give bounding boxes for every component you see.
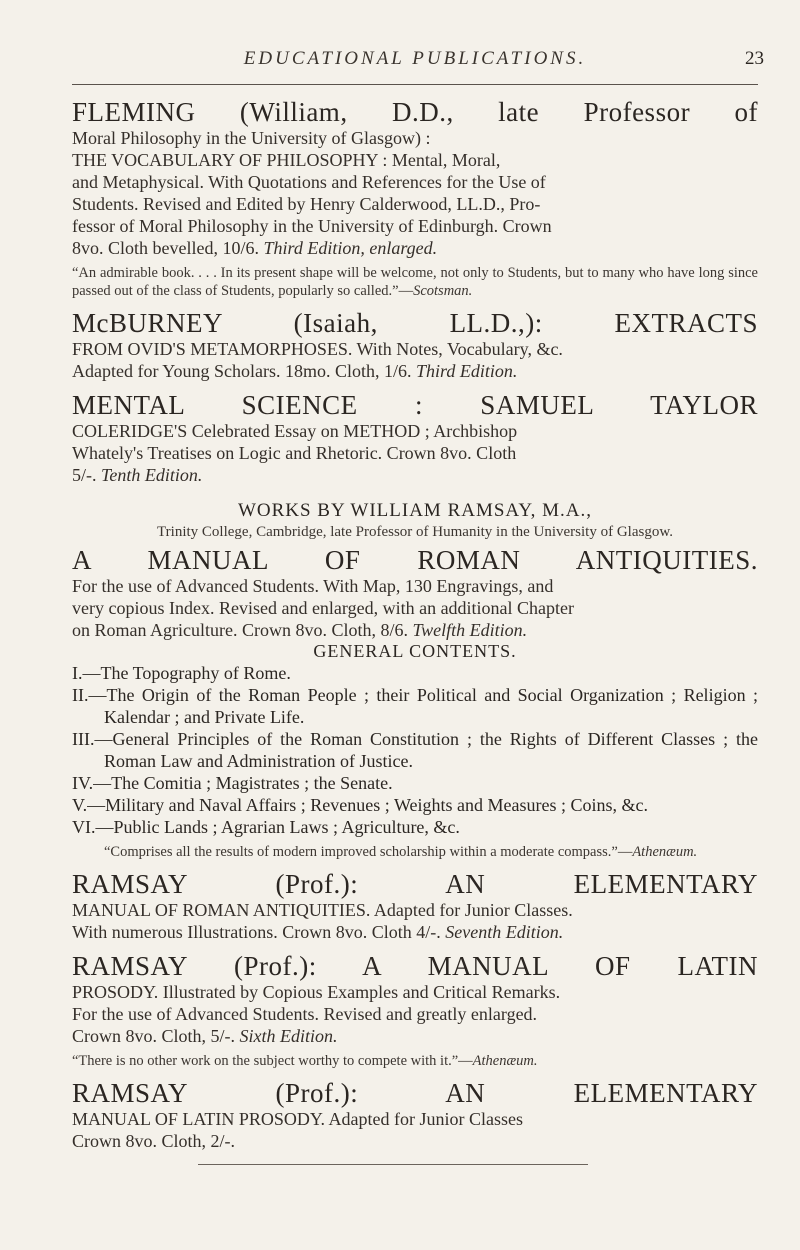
entry-line <box>72 921 758 943</box>
price-text: With numerous Illustrations. Crown 8vo. Cloth 4/-. <box>72 922 446 942</box>
review-text: “Comprises all the results of modern improved scholarship within a moderate compass.”— <box>104 844 633 860</box>
entry-line <box>72 237 758 259</box>
entry-line: and Metaphysical. With Quotations and References for the Use of <box>72 172 546 192</box>
entry-line: THE VOCABULARY OF PHILOSOPHY : Mental, Moral, <box>72 150 501 170</box>
contents-item: V.—Military and Naval Affairs ; Revenues ; Weights and Measures ; Coins, &c. <box>72 795 648 815</box>
review-text: “There is no other work on the subject worthy to compete with it.”— <box>72 1053 473 1069</box>
section-title: WORKS BY WILLIAM RAMSAY, M.A., <box>237 500 593 521</box>
edition-note: Third Edition. <box>416 361 518 381</box>
author-affiliation: Trinity College, Cambridge, late Professor of Humanity in the University of Glasgow. <box>157 524 673 540</box>
entry-heading: A MANUAL OF ROMAN ANTIQUITIES. <box>72 545 758 575</box>
review-source: Scotsman. <box>413 283 473 299</box>
entry-heading: RAMSAY (Prof.): AN ELEMENTARY <box>72 869 758 899</box>
entry-line <box>72 1025 758 1047</box>
entry-line: fessor of Moral Philosophy in the University of Edinburgh. Crown <box>72 216 552 236</box>
edition-note: Sixth Edition. <box>239 1026 338 1046</box>
entry-line: For the use of Advanced Students. With Map, 130 Engravings, and <box>72 576 554 596</box>
entry-elementary-antiquities <box>72 869 758 943</box>
entry-line: Whately's Treatises on Logic and Rhetoric. Crown 8vo. Cloth <box>72 443 517 463</box>
contents-item: IV.—The Comitia ; Magistrates ; the Senate. <box>72 773 393 793</box>
price-text: Crown 8vo. Cloth, 5/-. <box>72 1026 240 1046</box>
entry-line: Moral Philosophy in the University of Glasgow) : <box>72 128 431 148</box>
entry-line: MANUAL OF LATIN PROSODY. Adapted for Junior Classes <box>72 1109 524 1129</box>
entry-heading: RAMSAY (Prof.): A MANUAL OF LATIN <box>72 951 758 981</box>
running-header <box>72 48 764 82</box>
price-text: Adapted for Young Scholars. 18mo. Cloth, 1/6. <box>72 361 416 381</box>
contents-item: III.—General Principles of the Roman Constitution ; the Rights of Different Classes ; the Roman Law and Administration of Justice. <box>72 729 758 771</box>
entry-line: For the use of Advanced Students. Revised and greatly enlarged. <box>72 1004 538 1024</box>
edition-note: Seventh Edition. <box>445 922 564 942</box>
header-rule <box>72 84 758 85</box>
entry-elementary-prosody <box>72 1078 758 1152</box>
review-text: “An admirable book. . . . In its present shape will be welcome, not only to Students, but to many who have long since passed out of the class of Students, popularly so called.”— <box>72 265 758 299</box>
entry-heading: MENTAL SCIENCE : SAMUEL TAYLOR <box>72 390 758 420</box>
review-quote <box>72 1052 758 1070</box>
entry-latin-prosody <box>72 951 758 1070</box>
entry-line: MANUAL OF ROMAN ANTIQUITIES. Adapted for Junior Classes. <box>72 900 573 920</box>
contents-item: II.—The Origin of the Roman People ; their Political and Social Organization ; Religion ; Kalendar ; and Private Life. <box>72 685 758 727</box>
price-text: on Roman Agriculture. Crown 8vo. Cloth, 8/6. <box>72 620 413 640</box>
entry-heading: FLEMING (William, D.D., late Professor of <box>72 97 758 127</box>
contents-item: I.—The Topography of Rome. <box>72 663 291 683</box>
entry-mcburney <box>72 308 758 382</box>
entry-line <box>72 619 758 641</box>
entry-fleming <box>72 97 758 300</box>
review-source: Athenæum. <box>632 844 698 860</box>
edition-note: Tenth Edition. <box>101 465 203 485</box>
entry-line: Crown 8vo. Cloth, 2/-. <box>72 1131 236 1151</box>
entry-line: very copious Index. Revised and enlarged, with an additional Chapter <box>72 598 575 618</box>
entry-line: Students. Revised and Edited by Henry Calderwood, LL.D., Pro- <box>72 194 541 214</box>
price-text: 5/-. <box>72 465 101 485</box>
entry-heading: McBURNEY (Isaiah, LL.D.,): EXTRACTS <box>72 308 758 338</box>
entry-line: PROSODY. Illustrated by Copious Examples and Critical Remarks. <box>72 982 561 1002</box>
review-source: Athenæum. <box>472 1053 538 1069</box>
catalogue-page <box>72 48 764 1152</box>
footer-rule <box>198 1164 588 1165</box>
entry-line <box>72 464 758 486</box>
review-quote <box>72 264 758 300</box>
contents-item: VI.—Public Lands ; Agrarian Laws ; Agriculture, &c. <box>72 817 460 837</box>
review-quote <box>72 843 758 861</box>
entry-heading: RAMSAY (Prof.): AN ELEMENTARY <box>72 1078 758 1108</box>
entry-mental-science <box>72 390 758 486</box>
edition-note: Twelfth Edition. <box>412 620 528 640</box>
entry-line: COLERIDGE'S Celebrated Essay on METHOD ; Archbishop <box>72 421 518 441</box>
page-number: 23 <box>745 48 764 69</box>
price-text: 8vo. Cloth bevelled, 10/6. <box>72 238 264 258</box>
contents-list <box>72 662 758 838</box>
edition-note: Third Edition, enlarged. <box>263 238 438 258</box>
contents-title: GENERAL CONTENTS. <box>313 641 517 661</box>
entry-roman-antiquities <box>72 545 758 861</box>
entry-line <box>72 360 758 382</box>
entry-line: FROM OVID'S METAMORPHOSES. With Notes, Vocabulary, &c. <box>72 339 563 359</box>
running-title: EDUCATIONAL PUBLICATIONS. <box>243 48 587 69</box>
